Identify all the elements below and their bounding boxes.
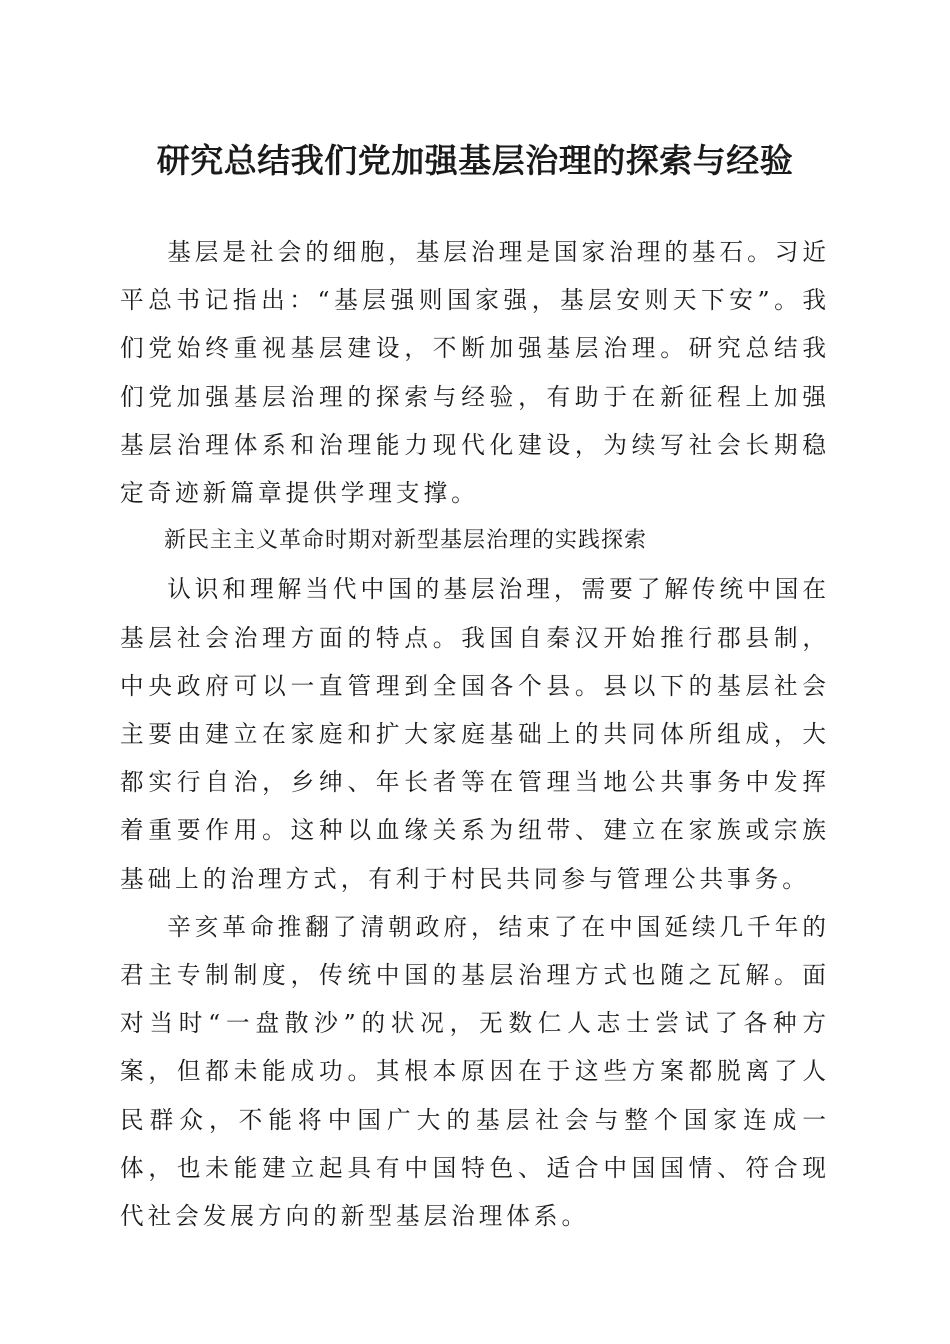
section-heading: 新民主主义革命时期对新型基层治理的实践探索 <box>164 528 648 554</box>
paragraph-traditional-governance: 认识和理解当代中国的基层治理，需要了解传统中国在基层社会治理方面的特点。我国自秦汉开始推行郡县制，中央政府可以一直管理到全国各个县。县以下的基层社会主要由建立在家庭和扩大家庭基础上的共同体所组成，大都实行自治，乡绅、年长者等在管理当地公共事务中发挥着重要作用。这种以血缘关系为纽带、建立在家族或宗族基础上的治理方式，有利于村民共同参与管理公共事务。 <box>120 575 830 893</box>
paragraph-intro: 基层是社会的细胞，基层治理是国家治理的基石。习近平总书记指出：“基层强则国家强，基层安则天下安”。我们党始终重视基层建设，不断加强基层治理。研究总结我们党加强基层治理的探索与经验，有助于在新征程上加强基层治理体系和治理能力现代化建设，为续写社会长期稳定奇迹新篇章提供学理支撑。 <box>120 238 830 508</box>
paragraph-xinhai-revolution: 辛亥革命推翻了清朝政府，结束了在中国延续几千年的君主专制制度，传统中国的基层治理方式也随之瓦解。面对当时“一盘散沙”的状况，无数仁人志士尝试了各种方案，但都未能成功。其根本原因在于这些方案都脱离了人民群众，不能将中国广大的基层社会与整个国家连成一体，也未能建立起具有中国特色、适合中国国情、符合现代社会发展方向的新型基层治理体系。 <box>120 912 830 1231</box>
document-title: 研究总结我们党加强基层治理的探索与经验 <box>156 141 794 180</box>
document-body <box>120 228 830 1240</box>
